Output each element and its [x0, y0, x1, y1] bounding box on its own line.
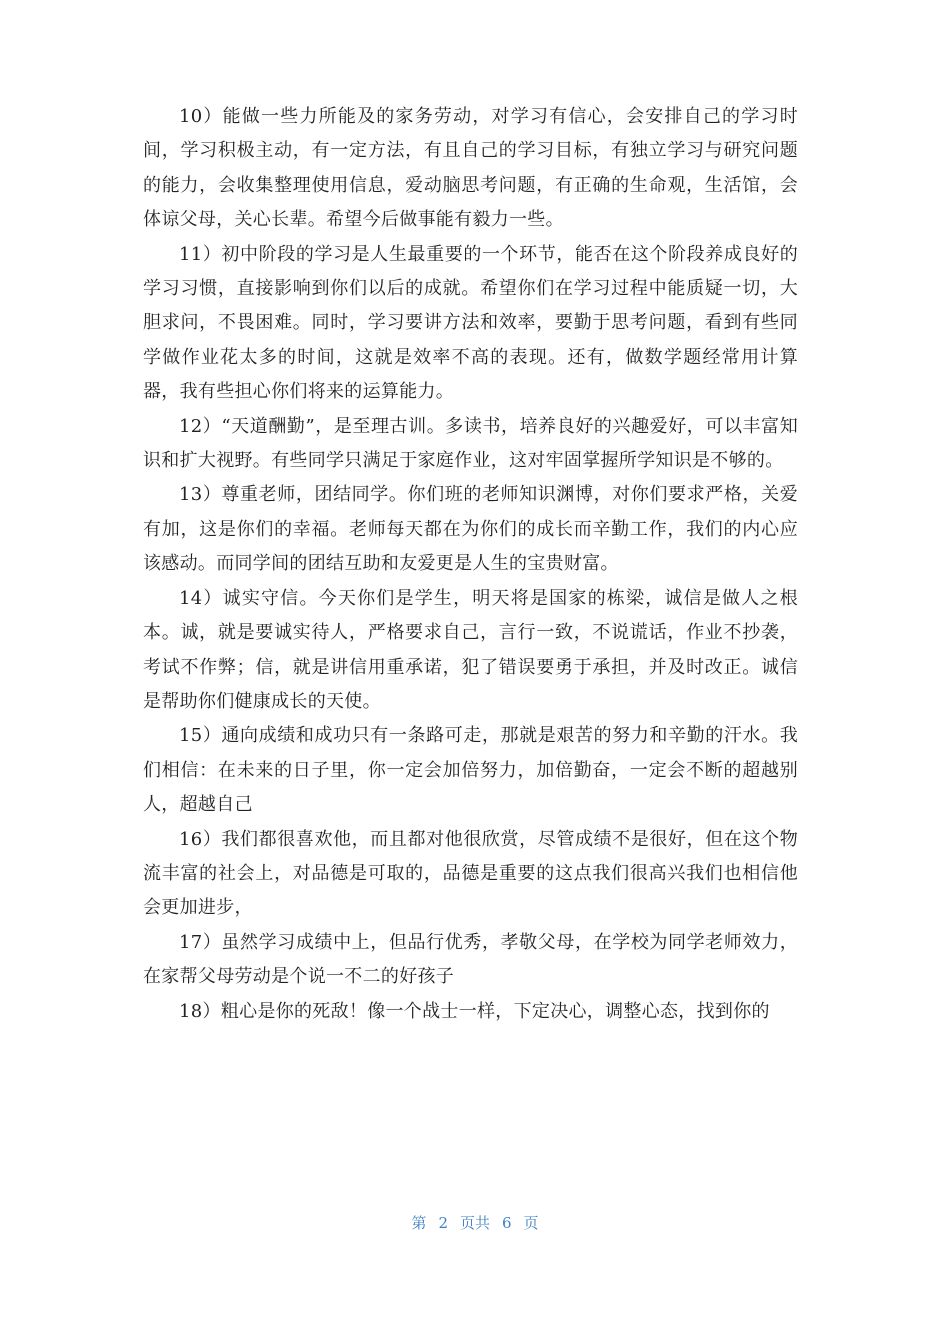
- paragraph-13: 13）尊重老师，团结同学。你们班的老师知识渊博，对你们要求严格，关爱有加，这是你们的幸福。老师每天都在为你们的成长而辛勤工作，我们的内心应该感动。而同学间的团结互助和友爱更是人生的宝贵财富。: [143, 484, 798, 575]
- paragraph-12: 12）“天道酬勤”，是至理古训。多读书，培养良好的兴趣爱好，可以丰富知识和扩大视野。有些同学只满足于家庭作业，这对牢固掌握所学知识是不够的。: [143, 415, 798, 472]
- paragraph-11: 11）初中阶段的学习是人生最重要的一个环节，能否在这个阶段养成良好的学习习惯，直接影响到你们以后的成就。希望你们在学习过程中能质疑一切，大胆求问，不畏困难。同时，学习要讲方法和效率，要勤于思考问题，看到有些同学做作业花太多的时间，这就是效率不高的表现。还有，做数学题经常用计算器，我有些担心你们将来的运算能力。: [143, 243, 798, 403]
- current-page-number: 2: [438, 1214, 448, 1232]
- page-number-footer: [0, 1212, 950, 1233]
- paragraph-15: 15）通向成绩和成功只有一条路可走，那就是艰苦的努力和辛勤的汗水。我们相信：在未来的日子里，你一定会加倍努力，加倍勤奋，一定会不断的超越别人，超越自己: [143, 725, 798, 816]
- footer-prefix: 第: [411, 1214, 427, 1232]
- paragraph-17: 17）虽然学习成绩中上，但品行优秀，孝敬父母，在学校为同学老师效力，在家帮父母劳动是个说一不二的好孩子: [143, 931, 798, 988]
- paragraph-14: 14）诚实守信。今天你们是学生，明天将是国家的栋梁，诚信是做人之根本。诚，就是要诚实待人，严格要求自己，言行一致，不说谎话，作业不抄袭，考试不作弊；信，就是讲信用重承诺，犯了错误要勇于承担，并及时改正。诚信是帮助你们健康成长的天使。: [143, 587, 798, 712]
- footer-suffix: 页: [523, 1214, 539, 1232]
- footer-middle: 页共: [459, 1214, 490, 1232]
- paragraph-18: 18）粗心是你的死敌！像一个战士一样，下定决心，调整心态，找到你的: [179, 1000, 770, 1022]
- paragraph-10: 10）能做一些力所能及的家务劳动，对学习有信心，会安排自己的学习时间，学习积极主动，有一定方法，有且自己的学习目标，有独立学习与研究问题的能力，会收集整理使用信息，爱动脑思考问题，有正确的生命观，生活馆，会体谅父母，关心长辈。希望今后做事能有毅力一些。: [143, 106, 798, 231]
- document-body: [143, 100, 798, 1029]
- paragraph-16: 16）我们都很喜欢他，而且都对他很欣赏，尽管成绩不是很好，但在这个物流丰富的社会上，对品德是可取的，品德是重要的这点我们很高兴我们也相信他会更加进步，: [143, 828, 798, 919]
- total-page-count: 6: [502, 1214, 512, 1232]
